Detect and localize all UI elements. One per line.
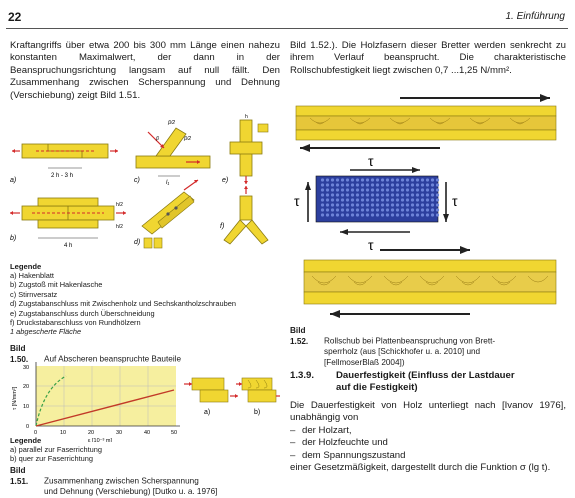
fig151-legend: [10, 436, 280, 464]
right-intro-paragraph: Bild 1.52.). Die Holzfasern dieser Bretter werden senkrecht zu ihrem Verlauf beansprucht. Die charakteristische Rollschubfestigkeit liegt zwischen 0,7 ...1,25 N/mm².: [290, 40, 566, 76]
legend-item: e) Zugstabanschluss durch Überschneidung: [10, 308, 155, 318]
x-tick: 50: [171, 430, 178, 436]
legend-item: d) Zugstabanschluss mit Zwischenholz und Sechskantholzschrauben: [10, 299, 236, 309]
fig-f-rundhoelzer: [220, 186, 268, 244]
label-f: f): [220, 223, 225, 230]
section-heading: [290, 370, 566, 394]
tau-bottom: τ: [368, 237, 374, 253]
section-title-line: auf die Festigkeit): [336, 382, 418, 393]
fig150-legend: [10, 262, 280, 337]
figure-1-50: [8, 110, 280, 258]
caption-line: [FellmoserBlaß 2004]): [324, 357, 405, 367]
panel-a: [184, 378, 238, 416]
factor-list: [290, 425, 566, 462]
label-c: c): [134, 177, 140, 184]
x-tick: 40: [144, 430, 151, 436]
caption-label: Bild 1.52.: [290, 326, 309, 346]
fig-e-ueberschneidung: [222, 114, 268, 184]
dim-beta-half-2: β/2: [184, 136, 192, 142]
x-tick: 20: [88, 430, 95, 436]
caption-text: Auf Abscheren beanspruchte Bauteile: [44, 354, 182, 364]
legend-item: b) quer zur Faserrichtung: [10, 454, 93, 464]
fig-a-hakenblatt: [10, 144, 118, 184]
legend-item: b) Zugstoß mit Hakenlasche: [10, 280, 103, 290]
figure-1-52: [290, 92, 566, 324]
dim-h2-b: h/2: [116, 224, 123, 230]
tau-top: τ: [368, 153, 374, 169]
panel-b-label: b): [254, 409, 261, 416]
list-item: – der Holzart,: [290, 425, 566, 437]
x-tick: 30: [116, 430, 123, 436]
dim-4h: 4 h: [64, 243, 73, 249]
fig-d-zwischenholz: [134, 180, 198, 248]
caption-label: Bild 1.51.: [10, 466, 29, 486]
legend-heading: Legende: [10, 262, 42, 271]
chart-plot-area: [36, 366, 176, 426]
list-item: – der Holzfeuchte und: [290, 437, 566, 449]
legend-item: 1 abgescherte Fläche: [10, 327, 82, 337]
panel-a-label: a): [204, 409, 211, 416]
legend-item: a) Hakenblatt: [10, 271, 54, 280]
y-tick: 10: [23, 404, 30, 410]
dim-beta-half-1: β/2: [168, 120, 176, 126]
section-number: 1.3.9.: [290, 370, 315, 381]
dim-h2-a: h/2: [116, 202, 123, 208]
section-body: [290, 400, 566, 474]
intro-paragraph: Kraftangriffs über etwa 200 bis 300 mm Länge einen nahezu konstanten Maximalwert, der dann in der Beanspruchungsrichtung langsam auf null fällt. Den Zusammenhang zwischen Scherspannung und Dehnung (Verschiebung) zeigt Bild 1.51.: [10, 40, 280, 101]
chapter-title: 1. Einführung: [505, 11, 565, 22]
label-b: b): [10, 235, 17, 242]
caption-line: Zusammenhang zwischen Scherspannung: [44, 476, 199, 486]
fig-c-stirnversatz: [134, 120, 210, 186]
page-number: 22: [8, 10, 22, 24]
dim-h: h: [245, 114, 248, 120]
y-tick: 30: [23, 365, 30, 371]
dim-2h-3h: 2 h - 3 h: [51, 173, 74, 179]
tau-left: τ: [294, 193, 300, 209]
label-d: d): [134, 239, 141, 246]
fig151-caption: [10, 466, 280, 498]
dim-beta: β: [156, 136, 159, 142]
figure-1-51: [8, 358, 280, 442]
y-tick: 0: [26, 424, 30, 430]
legend-item: a) parallel zur Faserrichtung: [10, 445, 103, 454]
caption-label: Bild 1.50.: [10, 344, 29, 364]
legend-heading: Legende: [10, 436, 42, 445]
header-rule: [6, 28, 568, 29]
list-item: – dem Spannungszustand: [290, 450, 566, 462]
y-axis-label: τ [N/mm²]: [12, 386, 18, 410]
label-a: a): [10, 177, 17, 184]
body-paragraph-1: Die Dauerfestigkeit von Holz unterliegt nach [Ivanov 1976], unabhängig von: [290, 400, 566, 424]
section-title-line: Dauerfestigkeit (Einfluss der Lastdauer: [336, 370, 515, 381]
caption-line: Rollschub bei Plattenbeanspruchung von Brett-: [324, 336, 496, 346]
x-tick: 0: [34, 430, 38, 436]
dim-l1: l₁: [166, 180, 170, 186]
tau-right: τ: [452, 193, 458, 209]
y-tick: 20: [23, 384, 30, 390]
x-tick: 10: [60, 430, 67, 436]
fig-b-zugstoss: [10, 198, 126, 249]
panel-b: [236, 378, 280, 416]
x-axis-label: ε [10⁻³ m]: [88, 438, 112, 442]
body-paragraph-2: einer Gesetzmäßigkeit, dargestellt durch die Funktion σ (lg t).: [290, 462, 551, 474]
fig152-caption: [290, 326, 566, 368]
legend-item: c) Stirnversatz: [10, 289, 58, 299]
label-e: e): [222, 177, 229, 184]
legend-item: f) Druckstabanschluss von Rundhölzern: [10, 318, 141, 328]
caption-line: und Dehnung (Verschiebung) [Dutko u. a. 1976]: [44, 487, 218, 497]
caption-line: sperrholz (aus [Schickhofer u. a. 2010] und: [324, 347, 481, 357]
